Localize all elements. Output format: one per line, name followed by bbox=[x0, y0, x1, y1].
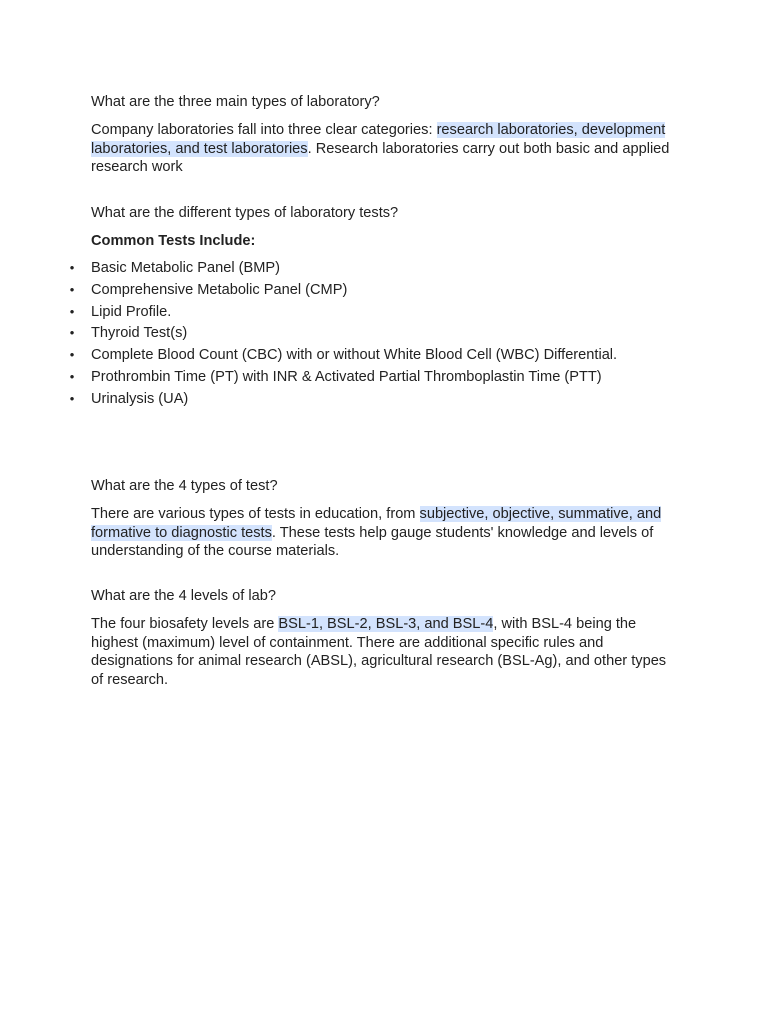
list-item bbox=[69, 324, 711, 346]
highlighted-answer: BSL-1, BSL-2, BSL-3, and BSL-4 bbox=[278, 616, 494, 632]
list-item bbox=[69, 303, 711, 325]
subheading-common-tests: Common Tests Include: bbox=[91, 233, 256, 249]
bullet-icon: • bbox=[69, 368, 75, 384]
answer-text: The four biosafety levels are bbox=[91, 616, 279, 632]
answer-text: . These tests help gauge students' knowledge and levels of understanding of the course materials. bbox=[91, 524, 654, 559]
answer-text: Company laboratories fall into three clear categories: bbox=[91, 122, 437, 138]
answer-lab-levels bbox=[91, 615, 671, 689]
bullet-icon: • bbox=[69, 303, 75, 319]
list-item-text: Prothrombin Time (PT) with INR & Activated Partial Thromboplastin Time (PTT) bbox=[91, 368, 602, 385]
list-item-text: Thyroid Test(s) bbox=[91, 325, 188, 342]
list-item bbox=[69, 390, 711, 412]
answer-text: . Research laboratories carry out both basic and applied research work bbox=[91, 140, 670, 175]
bullet-icon: • bbox=[69, 260, 75, 275]
bullet-icon: • bbox=[69, 390, 75, 406]
list-item-text: Comprehensive Metabolic Panel (CMP) bbox=[91, 281, 348, 298]
list-item bbox=[69, 346, 711, 368]
question-lab-levels: What are the 4 levels of lab? bbox=[91, 588, 276, 604]
list-item bbox=[69, 281, 711, 303]
question-lab-tests: What are the different types of laboratory tests? bbox=[91, 205, 399, 221]
answer-test-types bbox=[91, 505, 671, 561]
bullet-icon: • bbox=[69, 281, 75, 297]
question-lab-types: What are the three main types of laboratory? bbox=[91, 94, 380, 110]
bullet-icon: • bbox=[69, 325, 75, 341]
answer-text: , with BSL-4 being the highest (maximum) level of containment. There are additional specific rules and designations for animal research (ABSL), agricultural research (BSL-Ag), and other types of research. bbox=[91, 616, 667, 688]
question-test-types: What are the 4 types of test? bbox=[91, 478, 278, 494]
highlighted-answer: research laboratories, development laboratories, and test laboratories bbox=[91, 122, 666, 157]
list-item-text: Complete Blood Count (CBC) with or without White Blood Cell (WBC) Differential. bbox=[91, 347, 618, 364]
list-item bbox=[69, 368, 711, 390]
list-item bbox=[69, 259, 711, 281]
list-item-text: Urinalysis (UA) bbox=[91, 390, 189, 407]
highlighted-answer: subjective, objective, summative, and formative to diagnostic tests bbox=[91, 506, 662, 541]
bullet-icon: • bbox=[69, 347, 75, 363]
answer-lab-types bbox=[91, 121, 671, 177]
common-tests-list bbox=[69, 259, 711, 412]
answer-text: There are various types of tests in education, from bbox=[91, 506, 420, 522]
list-item-text: Basic Metabolic Panel (BMP) bbox=[91, 260, 280, 276]
list-item-text: Lipid Profile. bbox=[91, 303, 172, 320]
